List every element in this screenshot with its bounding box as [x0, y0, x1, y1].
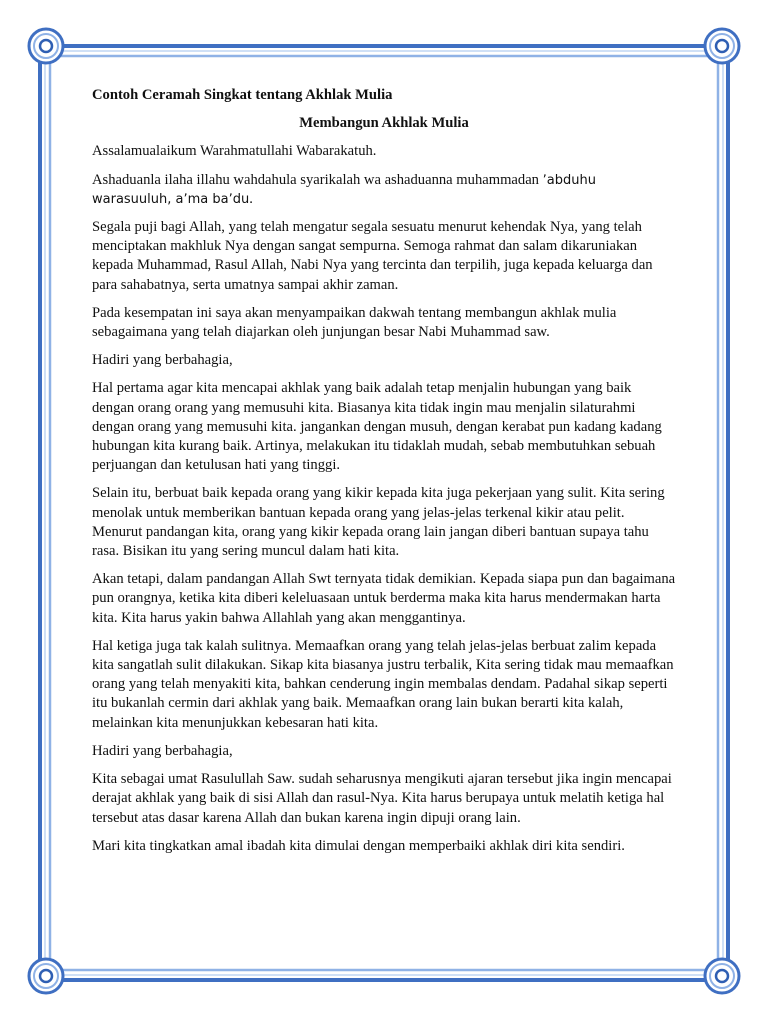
- document-title: Contoh Ceramah Singkat tentang Akhlak Mulia: [92, 87, 393, 103]
- paragraph-allah-view: Akan tetapi, dalam pandangan Allah Swt ternyata tidak demikian. Kepada siapa pun dan bagaimana pun orangnya, ketika kita diberi keleluasaan untuk berderma maka kita harus mendermakan harta kita. Kita harus yakin bahwa Allahlah yang akan menggantinya.: [92, 571, 676, 626]
- paragraph-praise: Segala puji bagi Allah, yang telah mengatur segala sesuatu menurut kehendak Nya, yang telah menciptakan makhluk Nya dengan sangat sempurna. Semoga rahmat dan salam dikaruniakan kepada Muhammad, Rasul Allah, Nabi Nya yang tercinta dan terpilih, juga kepada keluarga dan para sahabatnya, serta umatnya sampai akhir zaman.: [92, 219, 653, 293]
- paragraph-intro: Pada kesempatan ini saya akan menyampaikan dakwah tentang membangun akhlak mulia sebagaimana yang telah diajarkan oleh junjungan besar Nabi Muhammad saw.: [92, 304, 617, 341]
- paragraph-second-point: Selain itu, berbuat baik kepada orang yang kikir kepada kita juga pekerjaan yang sulit. Kita sering menolak untuk memberikan bantuan kepada orang yang jelas-jelas terkenal kikir atau pelit. Menurut pandangan kita, orang yang kikir kepada orang lain jangan diberi bantuan supaya tahu rasa. Bisikan itu yang sering muncul dalam hati kita.: [92, 485, 665, 560]
- shahada-transliteration: ʼabduhu warasuuluh, aʼma baʼdu: [92, 172, 596, 207]
- shahada-text: Ashaduanla ilaha illahu wahdahula syarikalah wa ashaduanna muhammadan: [92, 171, 543, 188]
- corner-ornament-bottom-right: [705, 959, 739, 993]
- document-body: [92, 86, 676, 865]
- paragraph-closing: Mari kita tingkatkan amal ibadah kita dimulai dengan memperbaiki akhlak diri kita sendiri.: [92, 837, 625, 854]
- paragraph-conclusion: Kita sebagai umat Rasulullah Saw. sudah seharusnya mengikuti ajaran tersebut jika ingin mencapai derajat akhlak yang baik di sisi Allah dan rasul-Nya. Kita harus berupaya untuk melatih ketiga hal tersebut atas dasar karena Allah dan bukan karena ingin dipuji orang lain.: [92, 771, 672, 826]
- paragraph-address: Hadiri yang berbahagia,: [92, 352, 233, 369]
- paragraph-third-point: Hal ketiga juga tak kalah sulitnya. Memaafkan orang yang telah jelas-jelas berbuat zalim kepada kita sangatlah sulit dilakukan. Sikap kita biasanya justru terbalik, Kita sering tidak mau memaafkan orang yang telah menyakiti kita, bahkan cenderung ingin membalas dendam. Padahal sikap seperti itu bukanlah cermin dari akhlak yang baik. Memaafkan orang lain bukan berarti kita kalah, melainkan kita menunjukkan kebesaran hati kita.: [92, 637, 674, 731]
- shahada-end: .: [249, 190, 253, 207]
- document-subtitle: Membangun Akhlak Mulia: [299, 115, 469, 132]
- corner-ornament-top-left: [29, 29, 63, 63]
- shahada-paragraph: [92, 171, 676, 209]
- paragraph-address-2: Hadiri yang berbahagia,: [92, 742, 233, 759]
- corner-ornament-top-right: [705, 29, 739, 63]
- greeting-paragraph: Assalamualaikum Warahmatullahi Wabarakatuh.: [92, 143, 377, 160]
- paragraph-first-point: Hal pertama agar kita mencapai akhlak yang baik adalah tetap menjalin hubungan yang baik dengan orang orang yang memusuhi kita. Biasanya kita tidak ingin mau menjalin silaturahmi dengan orang yang memusuhi kita. jangankan dengan musuh, dengan kerabat pun kadang kadang hubungan kita kurang baik. Artinya, melakukan itu tidaklah mudah, sebab membutuhkan sebuah perjuangan dan ketulusan hati yang tinggi.: [92, 380, 662, 474]
- corner-ornament-bottom-left: [29, 959, 63, 993]
